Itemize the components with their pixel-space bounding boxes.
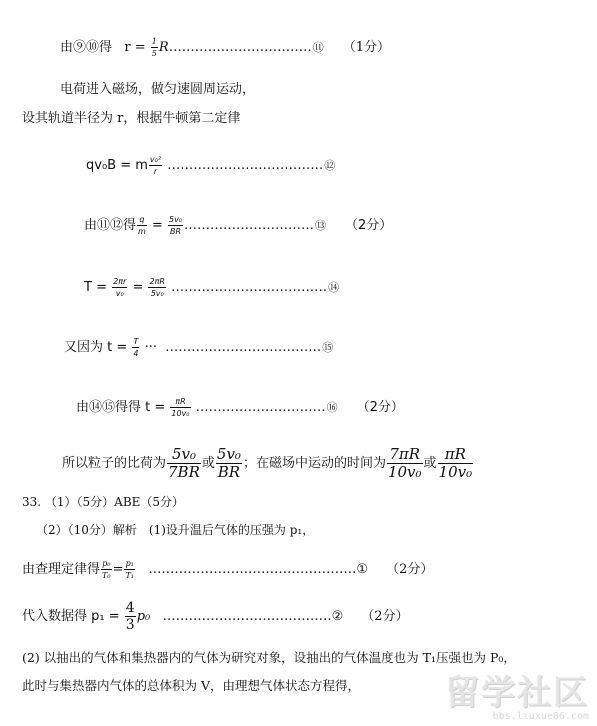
numerator: 5v₀: [216, 445, 241, 463]
denominator: 7BR: [168, 463, 200, 481]
fraction: [170, 396, 190, 419]
score: （2分）: [356, 400, 404, 415]
numerator: p₀: [102, 559, 111, 568]
fraction: [149, 154, 162, 177]
fraction: [151, 36, 158, 59]
text: 由⑭⑮得得 t =: [76, 400, 170, 415]
leader-dots: …………………………………………: [148, 562, 357, 577]
conclusion: [62, 446, 474, 481]
leader-dots: ………………………………: [165, 340, 322, 355]
score: （2分）: [386, 562, 434, 577]
paragraph: 设其轨道半径为 r，根据牛顿第二定律: [22, 111, 241, 126]
fraction: [132, 336, 139, 359]
text: T =: [84, 280, 112, 295]
leader-dots: ……………………………: [168, 40, 312, 55]
equation-number: ②: [331, 609, 344, 624]
paragraph: 电荷进入磁场，做匀速圆周运动，: [60, 82, 256, 97]
score: （2分）: [345, 218, 393, 233]
fraction: [387, 446, 423, 481]
text: 由⑪⑫得: [84, 218, 137, 233]
equation-charles: [22, 558, 433, 581]
equation-substitute: [22, 600, 409, 633]
score: （1分）: [342, 40, 390, 55]
fraction: [438, 446, 474, 481]
denominator: v₀: [115, 289, 124, 298]
leader-dots: ………………………………: [171, 280, 328, 295]
numerator: 5v₀: [167, 446, 201, 464]
text: R: [158, 40, 169, 55]
denominator: 5: [151, 49, 157, 58]
text: qv₀B = m: [86, 158, 148, 173]
fraction: [124, 558, 135, 581]
text: =: [112, 562, 124, 577]
equation-newton: [86, 154, 336, 177]
paragraph: 此时与集热器内气体的总体积为 V，由理想气体状态方程得，: [22, 678, 361, 693]
text: 或: [201, 456, 215, 471]
numerator: p₁: [125, 559, 134, 568]
fraction: [168, 214, 183, 237]
leader-dots: …………………………: [195, 400, 326, 415]
numerator: 2πR: [149, 277, 165, 286]
numerator: 7πR: [387, 446, 423, 464]
text: ···: [140, 340, 158, 355]
denominator: m: [138, 227, 146, 236]
watermark-logo: 留学社区: [445, 673, 589, 713]
denominator: 5v₀: [150, 289, 164, 298]
fraction: [216, 446, 242, 481]
numerator: q: [137, 214, 147, 226]
denominator: 10v₀: [171, 409, 190, 418]
equation-r: [60, 36, 390, 59]
denominator: T₁: [125, 571, 135, 580]
equation-number: ⑬: [315, 219, 327, 232]
numerator: 2πr: [113, 277, 127, 286]
text: r =: [124, 40, 150, 55]
numerator: T: [133, 337, 139, 346]
text: =: [128, 280, 148, 295]
equation-number: ⑪: [312, 41, 324, 54]
numerator: πR: [170, 396, 190, 408]
equation-number: ①: [356, 562, 369, 577]
equation-time: [64, 336, 334, 359]
equation-number: ⑮: [322, 341, 334, 354]
fraction: [148, 276, 165, 299]
denominator: 10v₀: [438, 463, 473, 481]
equation-number: ⑭: [328, 281, 340, 294]
leader-dots: …………………………: [184, 218, 315, 233]
denominator: r: [153, 167, 158, 176]
numerator: 5v₀: [168, 215, 183, 224]
text: 由⑨⑩得: [60, 40, 113, 55]
denominator: 3: [125, 617, 135, 633]
paragraph: （2）（10分）解析 (1)设升温后气体的压强为 p₁，: [36, 523, 315, 537]
text: 所以粒子的比荷为: [62, 456, 167, 471]
denominator: BR: [169, 227, 182, 236]
leader-dots: ………………………………: [167, 158, 324, 173]
denominator: BR: [217, 463, 241, 481]
numerator: πR: [438, 446, 474, 464]
equation-ratio: [84, 214, 392, 237]
equation-number: ⑫: [324, 159, 336, 172]
fraction: [101, 558, 112, 581]
score: （2分）: [361, 609, 409, 624]
leader-dots: …………………………………: [162, 609, 332, 624]
equation-period: [84, 276, 340, 299]
fraction: [112, 276, 127, 299]
numerator: 1: [151, 37, 157, 46]
equation-time-result: [76, 396, 404, 419]
text: ；在磁场中运动的时间为: [242, 456, 386, 471]
numerator: 4: [125, 600, 135, 616]
denominator: T₀: [102, 571, 111, 580]
denominator: 10v₀: [387, 463, 422, 481]
fraction: [137, 214, 147, 237]
watermark-url: bbs.liuxue86.com: [492, 711, 589, 722]
fraction: [167, 446, 201, 481]
text: p₀: [136, 609, 151, 624]
text: 或: [423, 456, 437, 471]
watermark: [445, 675, 589, 722]
text: 由查理定律得: [22, 562, 101, 577]
text: =: [147, 218, 167, 233]
fraction: [125, 600, 136, 633]
denominator: 4: [133, 349, 139, 358]
text: 代入数据得 p₁ =: [22, 609, 124, 624]
question-33-heading: 33. （1）（5分）ABE（5分）: [22, 495, 185, 509]
paragraph: (2) 以抽出的气体和集热器内的气体为研究对象，设抽出的气体温度也为 T₁压强也为 P₀，: [22, 650, 516, 665]
text: 又因为 t =: [64, 340, 132, 355]
numerator: v₀²: [149, 155, 162, 164]
equation-number: ⑯: [326, 401, 338, 414]
